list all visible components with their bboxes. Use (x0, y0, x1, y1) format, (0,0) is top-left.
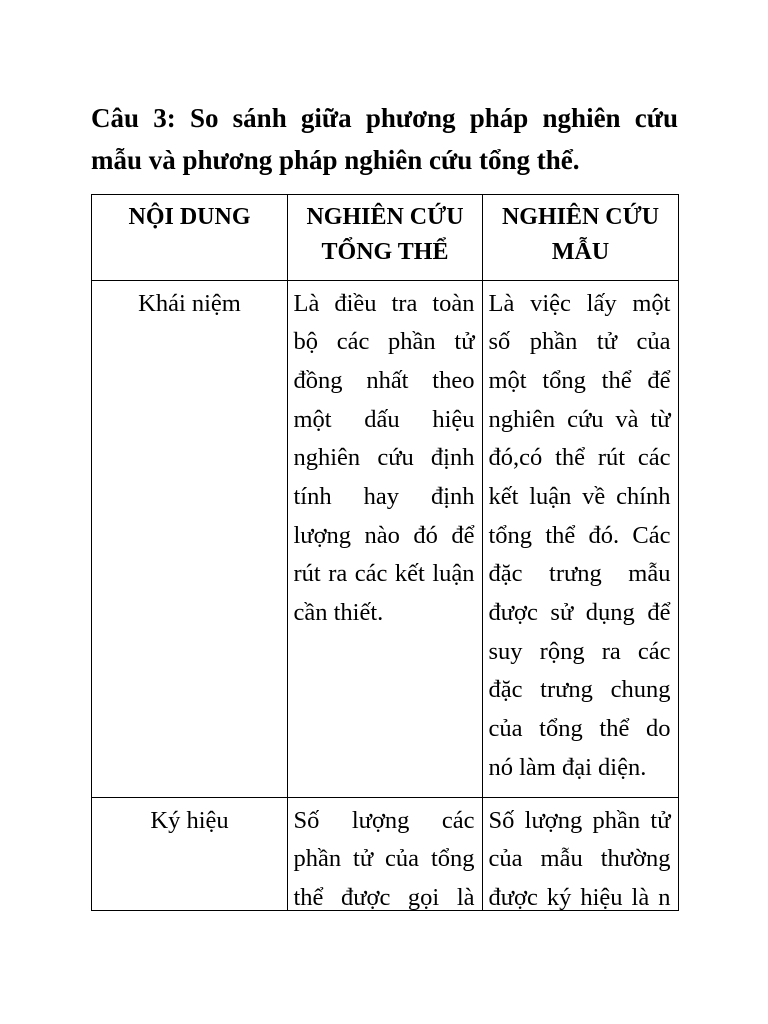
text-line: thể được gọi là (293, 883, 475, 911)
text-line: Là việc lấy một (488, 289, 671, 317)
header-cell-population-study (288, 195, 483, 281)
row-label-text: Ký hiệu (150, 806, 229, 834)
question-title (91, 97, 678, 181)
sample-cell (483, 281, 679, 798)
text-line: của mẫu thường (488, 845, 671, 873)
header-line: NỘI DUNG (128, 203, 251, 230)
title-line: Câu 3: So sánh giữa phương pháp nghiên cứu (91, 103, 678, 133)
population-cell (288, 798, 483, 911)
text-line: đặc trưng chung (488, 676, 671, 704)
text-line: bộ các phần tử (293, 328, 475, 356)
text-line: Số lượng phần tử (488, 806, 671, 834)
sample-cell (483, 798, 679, 911)
text-line: đặc trưng mẫu (488, 560, 671, 588)
text-line: Số lượng các (293, 806, 475, 834)
text-line: đồng nhất theo (293, 366, 475, 394)
text-line: nghiên cứu và từ (488, 405, 671, 433)
header-cell-content (92, 195, 288, 281)
text-line: một tổng thể để (488, 366, 671, 394)
text-line: tính hay định (293, 482, 475, 510)
header-line: MẪU (551, 238, 610, 265)
text-line: của tổng thể do (488, 714, 671, 742)
text-line: được ký hiệu là n (488, 883, 671, 911)
text-line: lượng nào đó để (293, 521, 475, 549)
text-line: tổng thể đó. Các (488, 521, 671, 549)
header-line: NGHIÊN CỨU (501, 203, 660, 230)
text-line: rút ra các kết luận (293, 560, 475, 588)
text-line: đó,có thể rút các (488, 444, 671, 472)
text-line: nó làm đại diện. (488, 753, 647, 781)
title-line: mẫu và phương pháp nghiên cứu tổng thể. (91, 145, 580, 175)
row-label (92, 281, 288, 798)
row-label-text: Khái niệm (138, 289, 241, 317)
comparison-table (91, 194, 679, 911)
row-label (92, 798, 288, 911)
text-line: kết luận về chính (488, 482, 671, 510)
text-line: suy rộng ra các (488, 637, 671, 665)
text-line: một dấu hiệu (293, 405, 475, 433)
text-line: phần tử của tổng (293, 845, 475, 873)
population-cell (288, 281, 483, 798)
text-line: số phần tử của (488, 328, 671, 356)
text-line: Là điều tra toàn (293, 289, 475, 317)
header-cell-sample-study (483, 195, 679, 281)
text-line: cần thiết. (293, 598, 384, 626)
header-line: NGHIÊN CỨU (306, 203, 464, 230)
text-line: được sử dụng để (488, 598, 671, 626)
text-line: nghiên cứu định (293, 444, 475, 472)
header-line: TỔNG THỂ (321, 238, 449, 265)
